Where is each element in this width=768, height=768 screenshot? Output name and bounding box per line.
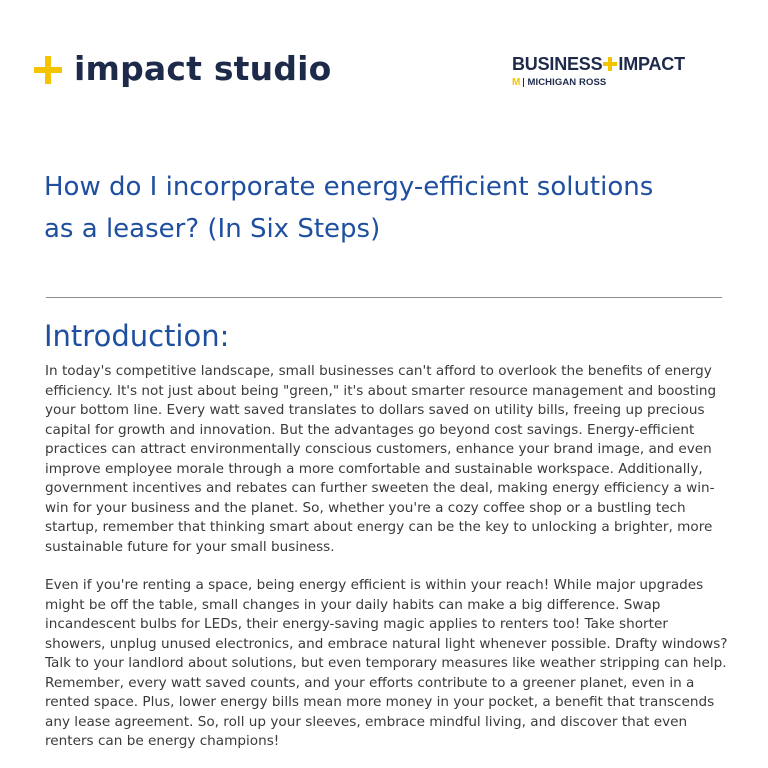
- impact-word: IMPACT: [618, 54, 685, 74]
- plus-icon: [603, 57, 617, 71]
- michigan-ross-line: [512, 77, 685, 88]
- block-m-icon: M: [512, 76, 521, 88]
- business-impact-logo: [512, 55, 685, 88]
- plus-icon: [34, 56, 62, 84]
- michigan-ross-text: MICHIGAN ROSS: [527, 77, 607, 88]
- horizontal-divider: [46, 297, 722, 298]
- business-impact-wordmark: [512, 55, 685, 73]
- intro-paragraph-2: Even if you're renting a space, being energy efficient is within your reach! While major upgrades might be off the table, small changes in your daily habits can make a big difference. Swap incandescent bulbs for LEDs, their energy-saving magic applies to renters too! Take shorter showers, unplug unused electronics, and embrace natural light whenever possible. Drafty windows? Talk to your landlord about solutions, but even temporary measures like weather stripping can help. Remember, every watt saved counts, and your efforts contribute to a greener planet, even in a rented space. Plus, lower energy bills mean more money in your pocket, a benefit that transcends any lease agreement. So, roll up your sleeves, embrace mindful living, and discover that even renters can be energy champions!: [45, 577, 728, 749]
- logo-divider: [523, 78, 524, 87]
- impact-studio-logo: [34, 49, 332, 88]
- impact-studio-wordmark: impact studio: [74, 49, 332, 88]
- page-title: How do I incorporate energy-efficient solutions as a leaser? (In Six Steps): [44, 172, 654, 244]
- business-word: BUSINESS: [512, 54, 603, 74]
- section-heading: Introduction:: [44, 319, 230, 353]
- intro-paragraph-1: In today's competitive landscape, small businesses can't afford to overlook the benefits of energy efficiency. It's not just about being "green," it's about smarter resource management and boosting your bottom line. Every watt saved translates to dollars saved on utility bills, freeing up precious capital for growth and innovation. But the advantages go beyond cost savings. Energy-efficient practices can attract environmentally conscious customers, enhance your brand image, and even improve employee morale through a more comfortable and sustainable workspace. Additionally, government incentives and rebates can further sweeten the deal, making energy efficiency a win-win for your business and the planet. So, whether you're a cozy coffee shop or a bustling tech startup, remember that thinking smart about energy can be the key to unlocking a brighter, more sustainable future for your small business.: [45, 363, 717, 555]
